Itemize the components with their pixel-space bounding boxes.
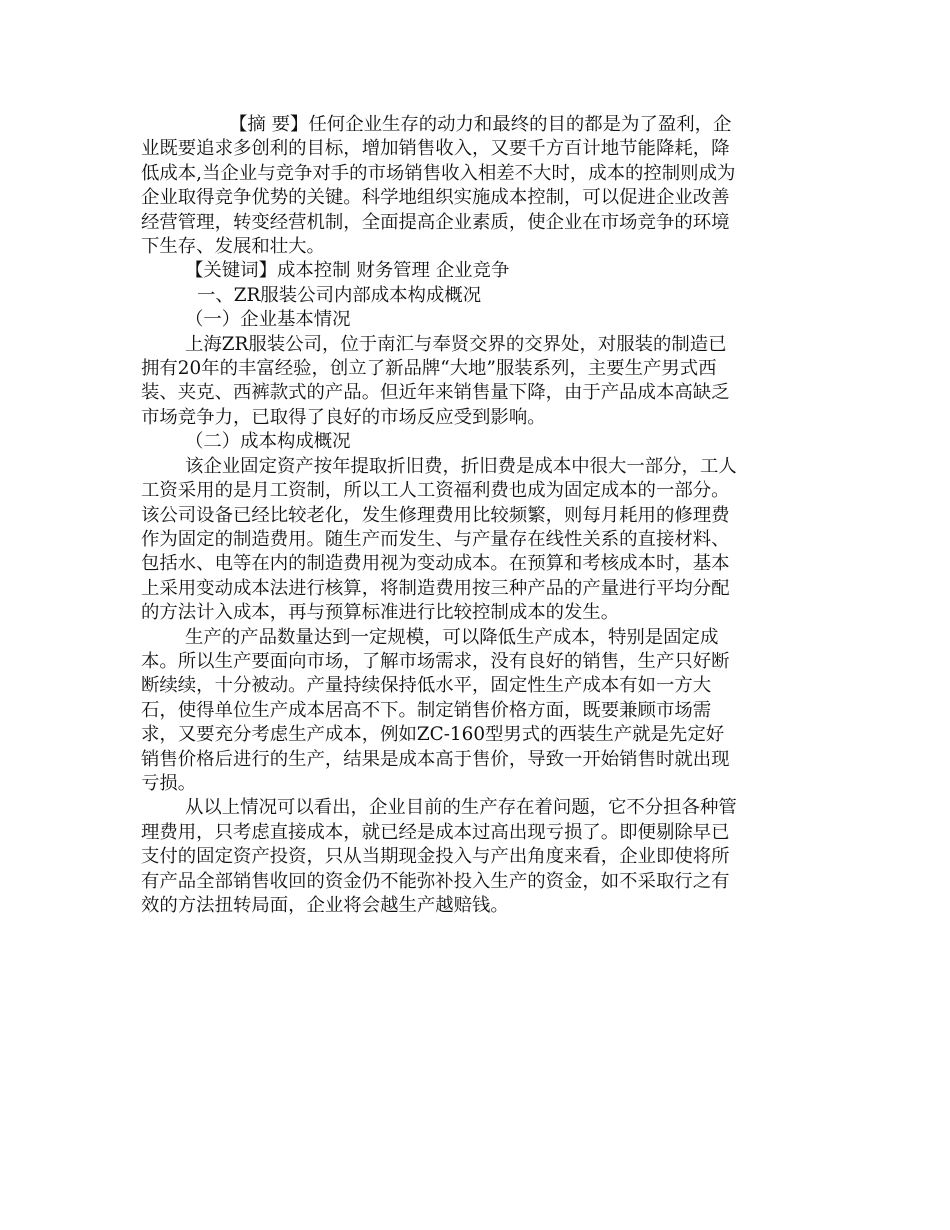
section-heading: 一、ZR服装公司内部成本构成概况 bbox=[197, 284, 482, 306]
paragraph-cost-structure: 该企业固定资产按年提取折旧费，折旧费是成本中很大一部分，工人工资采用的是月工资制，所以工人工资福利费也成为固定成本的一部分。该公司设备已经比较老化，发生修理费用比较频繁，则每月耗用的修理费作为固定的制造费用。随生产而发生、与产量存在线性关系的直接材料、包括水、电等在内的制造费用视为变动成本。在预算和考核成本时，基本上采用变动成本法进行核算，将制造费用按三种产品的产量进行平均分配的方法计入成本，再与预算标准进行比较控制成本的发生。 bbox=[141, 455, 737, 624]
subsection-heading-cost-structure: （二）成本构成概况 bbox=[185, 431, 351, 453]
document-body bbox=[141, 113, 741, 918]
paragraph-conclusion: 从以上情况可以看出，企业目前的生产存在着问题，它不分担各种管理费用，只考虑直接成本，就已经是成本过高出现亏损了。即便剔除早已支付的固定资产投资，只从当期现金投入与产出角度来看，企业即使将所有产品全部销售收回的资金仍不能弥补投入生产的资金，如不采取行之有效的方法扭转局面，企业将会越生产越赔钱。 bbox=[141, 797, 737, 916]
keywords-line: 【关键词】成本控制 财务管理 企业竞争 bbox=[185, 260, 510, 282]
abstract-paragraph: 【摘 要】任何企业生存的动力和最终的目的都是为了盈利，企业既要追求多创利的目标，增加销售收入，又要千方百计地节能降耗，降低成本,当企业与竞争对手的市场销售收入相差不大时，成本的控制则成为企业取得竞争优势的关键。科学地组织实施成本控制，可以促进企业改善经营管理，转变经营机制，全面提高企业素质，使企业在市场竞争的环境下生存、发展和壮大。 bbox=[141, 114, 736, 258]
paragraph-company-info: 上海ZR服装公司，位于南汇与奉贤交界的交界处，对服装的制造已拥有20年的丰富经验，创立了新品牌“大地”服装系列，主要生产男式西装、夹克、西裤款式的产品。但近年来销售量下降，由于产品成本高缺乏市场竞争力，已取得了良好的市场反应受到影响。 bbox=[141, 333, 730, 428]
paragraph-production-scale: 生产的产品数量达到一定规模，可以降低生产成本，特别是固定成本。所以生产要面向市场，了解市场需求，没有良好的销售，生产只好断断续续，十分被动。产量持续保持低水平，固定性生产成本有如一方大石，使得单位生产成本居高不下。制定销售价格方面，既要兼顾市场需求，又要充分考虑生产成本，例如ZC-160型男式的西装生产就是先定好销售价格后进行的生产，结果是成本高于售价，导致一开始销售时就出现亏损。 bbox=[141, 626, 730, 794]
subsection-heading-basic-info: （一）企业基本情况 bbox=[185, 309, 351, 331]
